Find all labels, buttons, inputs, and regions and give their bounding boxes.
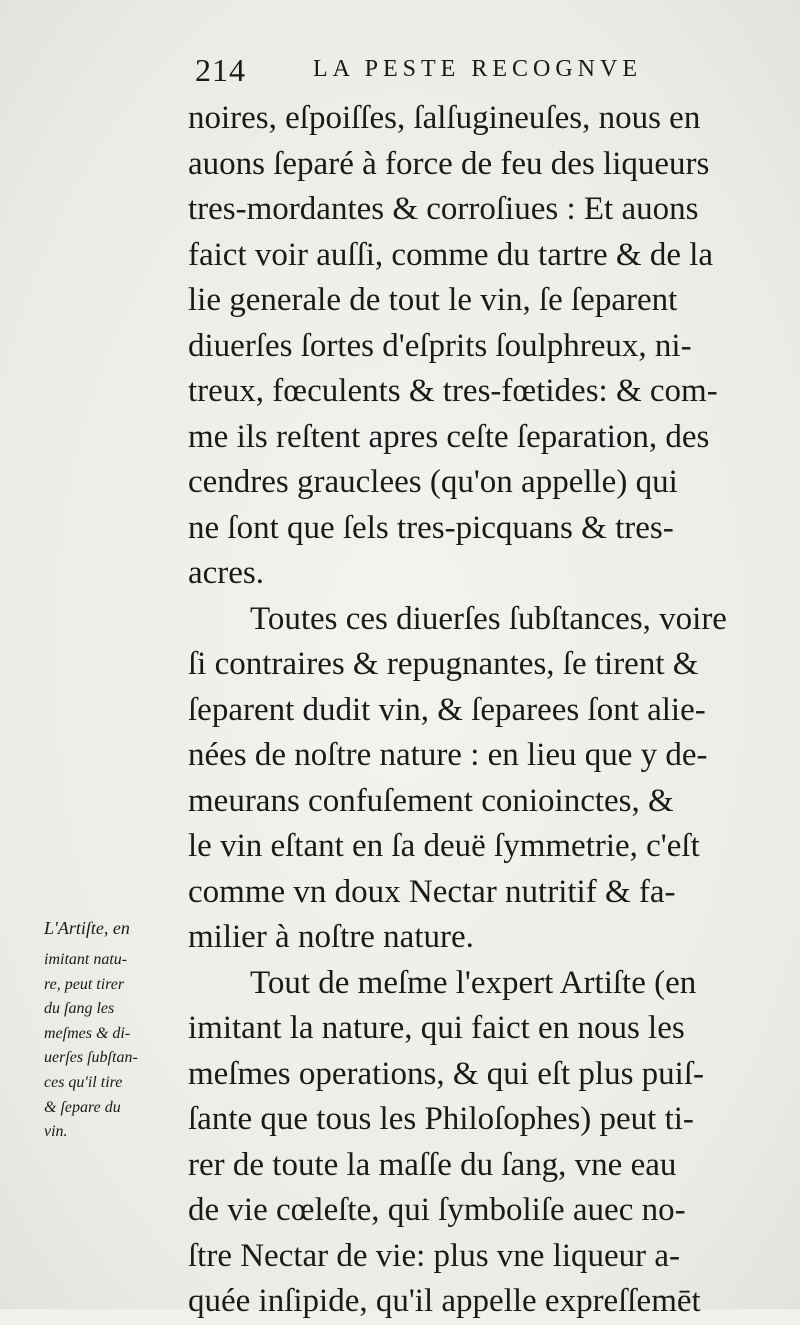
text-line: meſmes operations, & qui eſt plus puiſ- [188, 1055, 705, 1092]
page-number: 214 [195, 52, 246, 88]
text-line: ſante que tous les Philoſophes) peut ti- [188, 1101, 694, 1137]
text-line: acres. [188, 555, 265, 591]
marginal-note-line: du ſang les [44, 1000, 115, 1018]
text-line: faict voir auſſi, comme du tartre & de la [188, 236, 714, 273]
text-line: ſeparent dudit vin, & ſeparees ſont alie- [188, 691, 706, 728]
text-line: le vin eſtant en ſa deuë ſymmetrie, c'eſt [188, 828, 700, 864]
text-line: quée inſipide, qu'il appelle expreſſemēt [188, 1283, 701, 1319]
text-line: milier à noſtre nature. [188, 919, 474, 955]
text-line: diuerſes ſortes d'eſprits ſoulphreux, ni- [188, 327, 692, 364]
page-header [195, 52, 715, 92]
marginal-note [44, 908, 194, 1145]
text-line: treux, fœculents & tres-fœtides: & com- [188, 373, 718, 409]
text-line: me ils reſtent apres ceſte ſeparation, des [188, 418, 710, 455]
text-line: rer de toute la maſſe du ſang, vne eau [188, 1146, 677, 1183]
body-text [188, 96, 773, 1325]
marginal-note-line: L'Artiſte, en [44, 918, 130, 938]
text-line: de vie cœleſte, qui ſymboliſe auec no- [188, 1192, 686, 1228]
paragraph-start-line: Toutes ces diuerſes ſubſtances, voire [250, 600, 727, 637]
text-line: ne ſont que ſels tres-picquans & tres- [188, 509, 674, 546]
text-line: ſtre Nectar de vie: plus vne liqueur a- [188, 1237, 681, 1274]
text-line: lie generale de tout le vin, ſe ſeparent [188, 282, 678, 318]
marginal-note-line: re, peut tirer [44, 975, 125, 993]
text-line: noires, eſpoiſſes, ſalſugineuſes, nous en [188, 100, 701, 136]
marginal-note-line: vin. [44, 1123, 68, 1141]
text-line: tres-mordantes & corroſiues : Et auons [188, 191, 699, 227]
marginal-note-line: meſmes & di- [44, 1024, 131, 1042]
text-line: auons ſeparé à force de feu des liqueurs [188, 145, 710, 182]
marginal-note-line: ces qu'il tire [44, 1073, 123, 1091]
text-line: comme vn doux Nectar nutritif & fa- [188, 873, 676, 910]
text-line: nées de noſtre nature : en lieu que y de- [188, 737, 708, 773]
paragraph-start-line: Tout de meſme l'expert Artiſte (en [250, 964, 697, 1001]
text-line: ſi contraires & repugnantes, ſe tirent & [188, 646, 699, 682]
text-line: imitant la nature, qui faict en nous les [188, 1010, 685, 1046]
text-line: cendres grauclees (qu'on appelle) qui [188, 464, 678, 500]
marginal-note-line: imitant natu- [44, 951, 128, 968]
text-line: meurans confuſement conioinctes, & [188, 782, 674, 819]
marginal-note-line: uerſes ſubſtan- [44, 1049, 138, 1067]
running-title: LA PESTE RECOGNVE [313, 56, 643, 82]
marginal-note-line: & ſepare du [44, 1098, 121, 1116]
